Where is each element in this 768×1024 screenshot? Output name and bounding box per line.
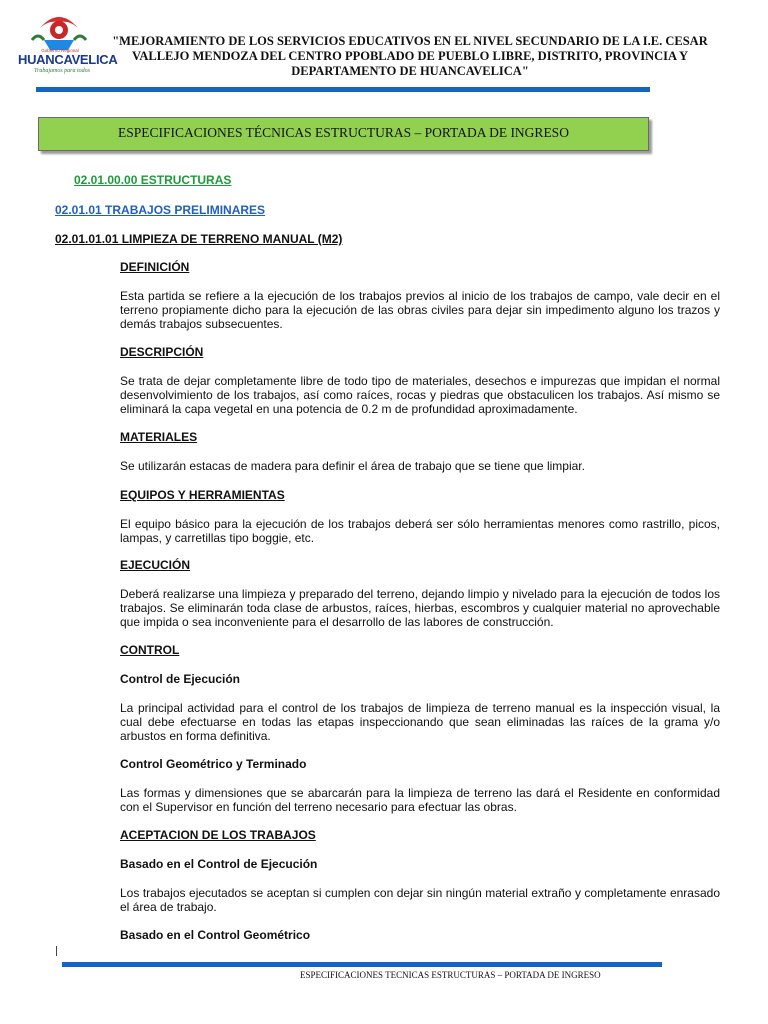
project-title: "MEJORAMIENTO DE LOS SERVICIOS EDUCATIVOS EN EL NIVEL SECUNDARIO DE LA I.E. CESAR VALLEJO MENDOZA DEL CENTRO PPOBLADO DE PUEBLO LIBRE, DISTRITO, PROVINCIA Y DEPARTAMENTO DE HUANCAVELICA" [112,34,708,78]
definicion-heading: DEFINICIÓN [120,260,190,274]
materiales-heading: MATERIALES [120,430,198,444]
text-cursor-mark [56,946,57,956]
ejecucion-text: Deberá realizarse una limpieza y preparado del terreno, dejando limpio y nivelado para la ejecución de todos los trabajos. Se eliminarán toda clase de arbustos, raíces, hierbas, escombros y cualquier material no aprovechable que impida o sea inconveniente para el desarrollo de las labores de construcción. [120,587,720,629]
document-title: ESPECIFICACIONES TÉCNICAS ESTRUCTURAS – PORTADA DE INGRESO [118,125,569,140]
control-geometrico-text: Las formas y dimensiones que se abarcarán para la limpieza de terreno las dará el Residente en conformidad con el Supervisor en función del terreno necesario para efectuar las obras. [120,786,720,814]
materiales-text: Se utilizarán estacas de madera para definir el área de trabajo que se tiene que limpiar. [120,459,585,473]
basado-ejecucion-heading: Basado en el Control de Ejecución [120,857,318,871]
descripcion-heading: DESCRIPCIÓN [120,345,204,359]
header-divider [36,87,650,92]
page-header [0,0,768,96]
control-geometrico-heading: Control Geométrico y Terminado [120,757,307,771]
definicion-text: Esta partida se refiere a la ejecución de los trabajos previos al inicio de los trabajos de campo, vale decir en el terreno propiamente dicho para la ejecución de las obras civiles para dejar sin impedimento alguno los trazos y demás trabajos subsecuentes. [120,289,720,331]
section-limpieza-terreno: 02.01.01.01 LIMPIEZA DE TERRENO MANUAL (M2) [55,232,343,246]
page-footer: ESPECIFICACIONES TECNICAS ESTRUCTURAS – PORTADA DE INGRESO [300,970,601,980]
equipos-text: El equipo básico para la ejecución de los trabajos deberá ser sólo herramientas menores como rastrillo, picos, lampas, y carretillas tipo boggie, etc. [120,517,720,545]
aceptacion-heading: ACEPTACION DE LOS TRABAJOS [120,828,316,842]
logo-small-text: Gobierno Regional [41,48,79,53]
logo-tagline: Trabajamos para todos [33,68,90,74]
section-estructuras: 02.01.00.00 ESTRUCTURAS [74,173,232,187]
basado-geometrico-heading: Basado en el Control Geométrico [120,928,311,942]
footer-divider [62,962,662,967]
logo-label: HUANCAVELICA [18,52,118,67]
basado-ejecucion-text: Los trabajos ejecutados se aceptan si cumplen con dejar sin ningún material extraño y completamente enrasado el área de trabajo. [120,886,720,914]
document-title-box [38,117,649,151]
section-trabajos-preliminares: 02.01.01 TRABAJOS PRELIMINARES [55,203,266,217]
descripcion-text: Se trata de dejar completamente libre de todo tipo de materiales, desechos e impurezas que impidan el normal desenvolvimiento de los trabajos, así como raíces, rocas y piedras que obstaculicen los trabajos. Así mismo se eliminará la capa vegetal en una potencia de 0.2 m de profundidad aproximadamente. [120,374,720,416]
control-ejecucion-text: La principal actividad para el control de los trabajos de limpieza de terreno manual es la inspección visual, la cual debe efectuarse en todas las etapas inspeccionando que sean eliminadas las raíces de la grama y/o arbustos en forma definitiva. [120,701,720,743]
ejecucion-heading: EJECUCIÓN [120,558,191,572]
equipos-heading: EQUIPOS Y HERRAMIENTAS [120,488,285,502]
control-heading: CONTROL [120,643,180,657]
control-ejecucion-heading: Control de Ejecución [120,672,241,686]
